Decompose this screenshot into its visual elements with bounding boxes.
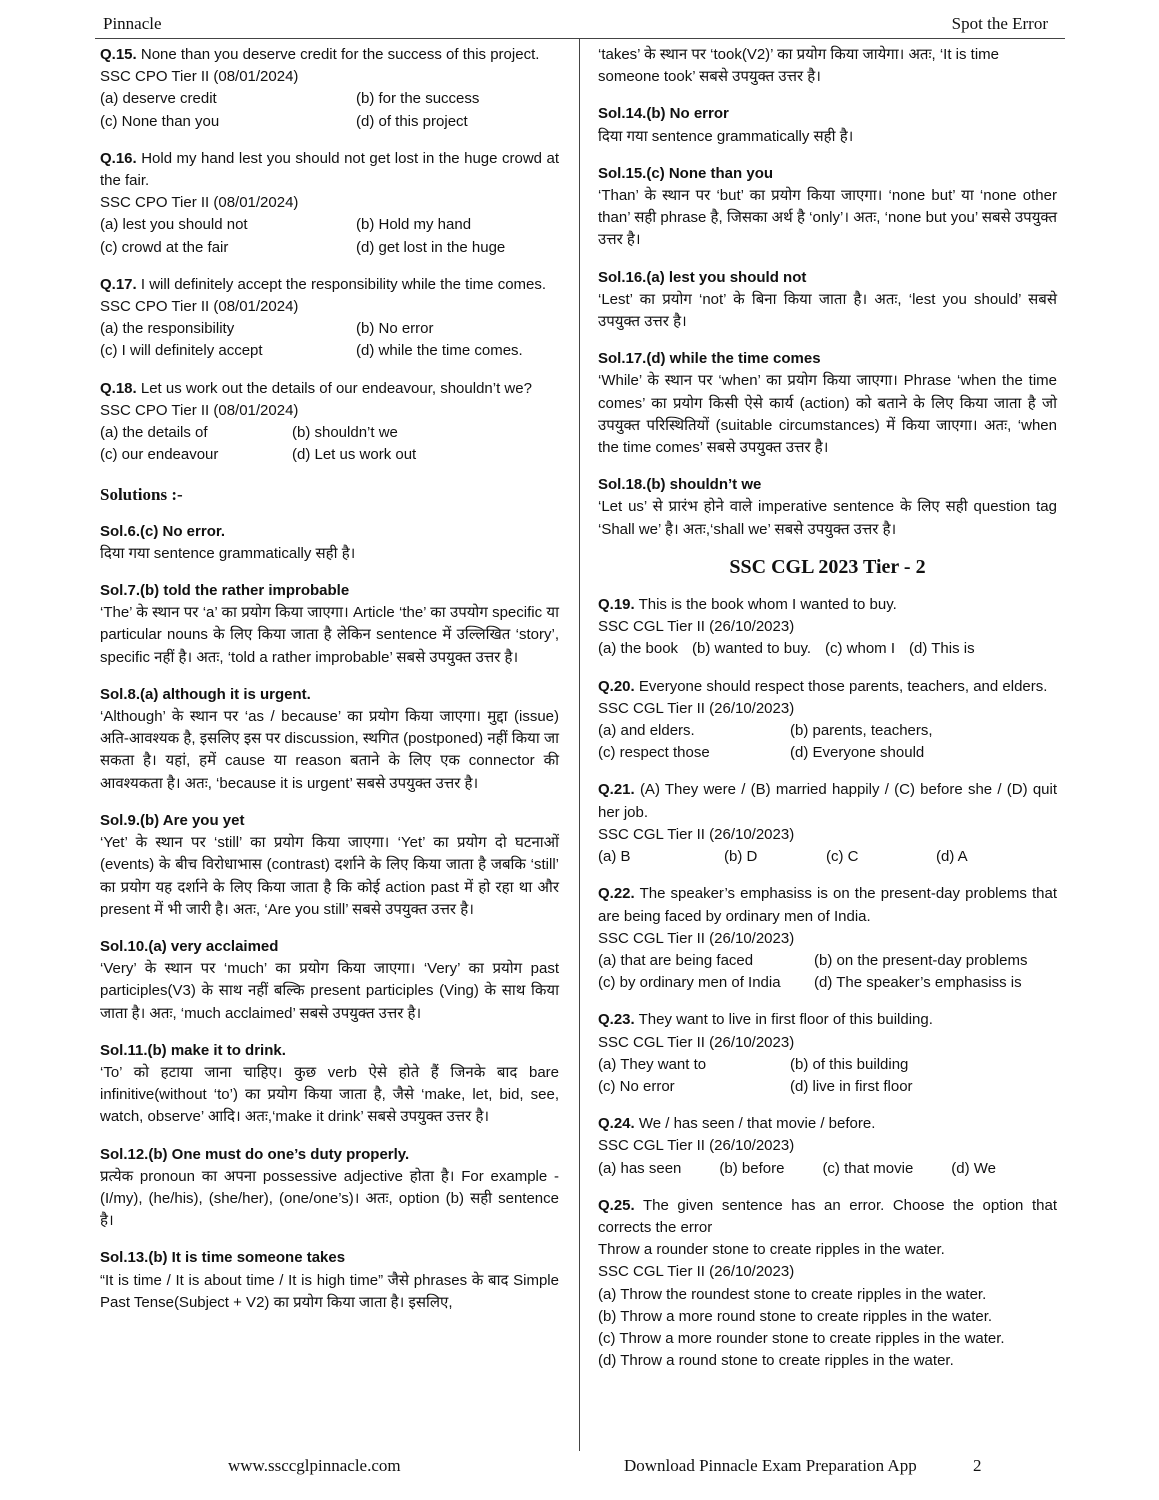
solution-heading: Sol.14.(b) No error xyxy=(598,105,729,123)
options xyxy=(598,638,1057,660)
left-column xyxy=(100,44,559,1329)
option-c: (c) respect those xyxy=(598,744,710,762)
solution-heading: Sol.11.(b) make it to drink. xyxy=(100,1041,286,1059)
option-c: (c) No error xyxy=(598,1077,675,1095)
option-a: (a) the details of xyxy=(100,424,208,442)
option-d: (d) live in first floor xyxy=(790,1077,913,1095)
solution-heading: Sol.9.(b) Are you yet xyxy=(100,811,245,829)
solution-13-continued xyxy=(598,44,1057,88)
option-c: (c) None than you xyxy=(100,112,220,130)
solution-17 xyxy=(598,348,1057,459)
option-a: (a) has seen xyxy=(598,1159,682,1177)
option-a: (a) the responsibility xyxy=(100,320,235,338)
option-b: (b) parents, teachers, xyxy=(790,722,933,740)
question-text: I will definitely accept the responsibility while the time comes. xyxy=(140,275,547,293)
option-d: (d) while the time comes. xyxy=(356,342,523,360)
option-a: (a) and elders. xyxy=(598,722,695,740)
options xyxy=(598,1158,1057,1180)
question-text: This is the book whom I wanted to buy. xyxy=(638,596,897,614)
question-16 xyxy=(100,148,559,259)
solution-15 xyxy=(598,163,1057,252)
options xyxy=(598,1054,1057,1098)
solution-12 xyxy=(100,1144,559,1233)
solution-body: दिया गया sentence grammatically सही है। xyxy=(100,544,356,562)
option-d: (d) get lost in the huge xyxy=(356,238,506,256)
solution-11 xyxy=(100,1040,559,1129)
question-text: Hold my hand lest you should not get lost in the huge crowd at the fair. xyxy=(100,149,559,190)
solution-heading: Sol.12.(b) One must do one’s duty properly. xyxy=(100,1145,410,1163)
question-number: Q.19. xyxy=(598,596,635,614)
options xyxy=(100,214,559,258)
option-a: (a) that are being faced xyxy=(598,951,754,969)
question-25 xyxy=(598,1195,1057,1373)
question-number: Q.24. xyxy=(598,1115,635,1133)
question-sentence: Throw a rounder stone to create ripples in the water. xyxy=(598,1241,945,1259)
option-a: (a) the book xyxy=(598,640,679,658)
question-text: Everyone should respect those parents, teachers, and elders. xyxy=(638,677,1048,695)
solution-10 xyxy=(100,936,559,1025)
option-c: (c) by ordinary men of India xyxy=(598,974,781,992)
option-b: (b) before xyxy=(719,1159,785,1177)
option-b: (b) No error xyxy=(356,320,434,338)
solution-16 xyxy=(598,267,1057,334)
options xyxy=(598,720,1057,764)
solution-heading: Sol.8.(a) although it is urgent. xyxy=(100,685,311,703)
question-number: Q.16. xyxy=(100,149,137,167)
option-c: (c) C xyxy=(826,848,859,866)
solution-body: ‘While’ के स्थान पर ‘when’ का प्रयोग किया जाएगा। Phrase ‘when the time comes’ का प्रयोग किसी ऐसे कार्य (action) को बताने के लिए किया जाता है जो उपयुक्त परिस्थितियों (suitable circumstances) में किया जाएगा। अतः, ‘when the time comes’ सबसे उपयुक्त उत्तर है। xyxy=(598,372,1057,457)
question-20 xyxy=(598,676,1057,765)
question-number: Q.15. xyxy=(100,46,137,63)
header-divider xyxy=(95,38,1065,39)
option-b: (b) for the success xyxy=(356,90,480,108)
question-18 xyxy=(100,378,559,467)
option-d: (d) Throw a round stone to create ripples in the water. xyxy=(598,1352,954,1370)
option-c: (c) our endeavour xyxy=(100,446,219,464)
solution-heading: Sol.10.(a) very acclaimed xyxy=(100,937,279,955)
option-a: (a) B xyxy=(598,848,631,866)
option-b: (b) of this building xyxy=(790,1055,909,1073)
options xyxy=(598,846,1057,868)
option-c: (c) that movie xyxy=(822,1159,914,1177)
question-source: SSC CGL Tier II (26/10/2023) xyxy=(598,825,795,843)
footer-website: www.ssccglpinnacle.com xyxy=(228,1456,401,1475)
question-source: SSC CPO Tier II (08/01/2024) xyxy=(100,194,299,212)
solution-body: “It is time / It is about time / It is high time” जैसे phrases के बाद Simple Past Tense(Subject + V2) का प्रयोग किया जाता है। इसलिए, xyxy=(100,1271,559,1311)
options xyxy=(100,88,559,132)
option-b: (b) Throw a more round stone to create ripples in the water. xyxy=(598,1307,993,1325)
question-text: We / has seen / that movie / before. xyxy=(638,1115,876,1133)
header-topic: Spot the Error xyxy=(951,14,1048,33)
question-source: SSC CGL Tier II (26/10/2023) xyxy=(598,1137,795,1155)
question-24 xyxy=(598,1113,1057,1180)
footer-app-promo: Download Pinnacle Exam Preparation App xyxy=(624,1456,917,1475)
solution-14 xyxy=(598,103,1057,147)
option-b: (b) wanted to buy. xyxy=(692,640,811,658)
question-source: SSC CPO Tier II (08/01/2024) xyxy=(100,401,299,419)
option-d: (d) We xyxy=(951,1159,997,1177)
solution-body: ‘To’ को हटाया जाना चाहिए। कुछ verb ऐसे होते हैं जिनके बाद bare infinitive(without ‘to’) का प्रयोग किया जाता है, जैसे ‘make, let, bid, see, watch, observe’ आदि। अतः,‘make it drink’ सबसे उपयुक्त उत्तर है। xyxy=(100,1063,559,1126)
solution-7 xyxy=(100,580,559,669)
option-b: (b) Hold my hand xyxy=(356,216,472,234)
solution-body: ‘Let us’ से प्रारंभ होने वाले imperative sentence के लिए सही question tag ‘Shall we’ है। अतः,‘shall we’ सबसे उपयुक्त उत्तर है। xyxy=(598,498,1057,538)
question-text: None than you deserve credit for the success of this project. xyxy=(140,46,540,63)
solution-heading: Sol.7.(b) told the rather improbable xyxy=(100,582,350,600)
solution-body: ‘Than’ के स्थान पर ‘but’ का प्रयोग किया जाएगा। ‘none but’ या ‘none other than’ सही phrase है, जिसका अर्थ है ‘only’। अतः, ‘none but you’ सबसे उपयुक्त उत्तर है। xyxy=(598,187,1057,249)
solution-body: ‘Yet’ के स्थान पर ‘still’ का प्रयोग किया जाएगा। ‘Yet’ का प्रयोग दो घटनाओं (events) के बीच विरोधाभास (contrast) दर्शाने के लिए किया जाता है जबकि ‘still’ का प्रयोग यह दर्शाने के लिए किया जाता है कि कोई action past में हो रहा था और present में भी जारी है। अतः, ‘Are you still’ सबसे उपयुक्त उत्तर है। xyxy=(100,834,559,918)
question-number: Q.25. xyxy=(598,1196,635,1214)
solution-13 xyxy=(100,1247,559,1314)
question-number: Q.23. xyxy=(598,1011,635,1029)
column-divider xyxy=(579,38,580,1451)
options xyxy=(100,422,559,466)
options xyxy=(598,950,1057,994)
question-number: Q.22. xyxy=(598,885,635,903)
question-source: SSC CGL Tier II (26/10/2023) xyxy=(598,699,795,717)
solution-6 xyxy=(100,521,559,565)
solution-body: प्रत्येक pronoun का अपना possessive adjective होता है। For example - (I/my), (he/his), (she/her), (one/one’s)। अतः, option (b) सही sentence है। xyxy=(100,1167,559,1230)
option-b: (b) D xyxy=(724,848,758,866)
solution-heading: Sol.13.(b) It is time someone takes xyxy=(100,1249,346,1267)
solution-heading: Sol.18.(b) shouldn’t we xyxy=(598,476,762,494)
question-source: SSC CGL Tier II (26/10/2023) xyxy=(598,1263,795,1281)
question-number: Q.21. xyxy=(598,781,635,799)
option-b: (b) shouldn’t we xyxy=(292,424,398,442)
solution-body: दिया गया sentence grammatically सही है। xyxy=(598,127,854,145)
option-a: (a) Throw the roundest stone to create ripples in the water. xyxy=(598,1285,987,1303)
page-number: 2 xyxy=(973,1456,982,1475)
question-17 xyxy=(100,274,559,363)
question-number: Q.20. xyxy=(598,677,635,695)
question-source: SSC CGL Tier II (26/10/2023) xyxy=(598,618,795,636)
option-d: (d) A xyxy=(936,848,968,866)
option-c: (c) I will definitely accept xyxy=(100,342,263,360)
question-21 xyxy=(598,779,1057,868)
solution-9 xyxy=(100,810,559,921)
option-d: (d) This is xyxy=(909,640,975,658)
question-text: Let us work out the details of our endeavour, shouldn’t we? xyxy=(140,379,532,397)
question-22 xyxy=(598,883,1057,994)
option-a: (a) deserve credit xyxy=(100,90,217,108)
solution-body: ‘Very’ के स्थान पर ‘much’ का प्रयोग किया जाएगा। ‘Very’ का प्रयोग past participles(V3) के साथ नहीं बल्कि present participles (Ving) के साथ किया जाता है। अतः, ‘much acclaimed’ सबसे उपयुक्त उत्तर है। xyxy=(100,960,559,1022)
question-source: SSC CPO Tier II (08/01/2024) xyxy=(100,68,299,86)
header-brand: Pinnacle xyxy=(103,14,162,33)
option-d: (d) The speaker’s emphasiss is xyxy=(814,974,1022,992)
solution-8 xyxy=(100,684,559,795)
solution-heading: Sol.16.(a) lest you should not xyxy=(598,268,807,286)
question-text: The given sentence has an error. Choose the option that corrects the error xyxy=(598,1196,1057,1236)
solution-body: ‘Lest’ का प्रयोग ‘not’ के बिना किया जाता है। अतः, ‘lest you should’ सबसे उपयुक्त उत्तर है। xyxy=(598,290,1057,331)
option-d: (d) Let us work out xyxy=(292,446,417,464)
question-text: (A) They were / (B) married happily / (C) before she / (D) quit her job. xyxy=(598,781,1058,821)
option-c: (c) Throw a more rounder stone to create ripples in the water. xyxy=(598,1329,1005,1347)
option-a: (a) lest you should not xyxy=(100,216,248,234)
solution-18 xyxy=(598,474,1057,541)
option-c: (c) whom I xyxy=(825,640,896,658)
options xyxy=(100,318,559,362)
right-column xyxy=(598,44,1057,1387)
question-text: They want to live in first floor of this building. xyxy=(638,1011,933,1029)
solution-heading: Sol.15.(c) None than you xyxy=(598,164,774,182)
option-d: (d) Everyone should xyxy=(790,744,925,762)
option-d: (d) of this project xyxy=(356,112,468,130)
solution-body: ‘Although’ के स्थान पर ‘as / because’ का प्रयोग किया जाएगा। मुद्दा (issue) अति-आवश्यक है, इसलिए इस पर discussion, स्थगित (postponed) नहीं किया जा सकता है। यहां, हमें cause या reason बताने के लिए एक connector की आवश्यकता है। अतः, ‘because it is urgent’ सबसे उपयुक्त उत्तर है। xyxy=(100,708,559,792)
question-text: The speaker’s emphasiss is on the present-day problems that are being faced by ordinary men of India. xyxy=(598,885,1057,925)
question-source: SSC CGL Tier II (26/10/2023) xyxy=(598,1033,795,1051)
solution-heading: Sol.6.(c) No error. xyxy=(100,522,226,540)
solutions-heading: Solutions :- xyxy=(100,485,183,505)
question-source: SSC CPO Tier II (08/01/2024) xyxy=(100,298,299,316)
section-title: SSC CGL 2023 Tier - 2 xyxy=(729,555,926,578)
question-15 xyxy=(100,44,559,133)
option-c: (c) crowd at the fair xyxy=(100,238,229,256)
question-23 xyxy=(598,1009,1057,1098)
question-number: Q.18. xyxy=(100,379,137,397)
question-number: Q.17. xyxy=(100,275,137,293)
option-a: (a) They want to xyxy=(598,1055,707,1073)
solution-body: ‘takes’ के स्थान पर ‘took(V2)’ का प्रयोग किया जायेगा। अतः, ‘It is time someone took’ सबसे उपयुक्त उत्तर है। xyxy=(598,46,1000,86)
solution-heading: Sol.17.(d) while the time comes xyxy=(598,350,821,368)
solution-body: ‘The’ के स्थान पर ‘a’ का प्रयोग किया जाएगा। Article ‘the’ का उपयोग specific या particular nouns के लिए किया जाता है लेकिन sentence में उल्लिखित ‘story’, specific नहीं है। अतः, ‘told a rather improbable’ सबसे उपयुक्त उत्तर है। xyxy=(100,604,559,666)
option-b: (b) on the present-day problems xyxy=(814,951,1028,969)
question-19 xyxy=(598,594,1057,661)
question-source: SSC CGL Tier II (26/10/2023) xyxy=(598,929,795,947)
